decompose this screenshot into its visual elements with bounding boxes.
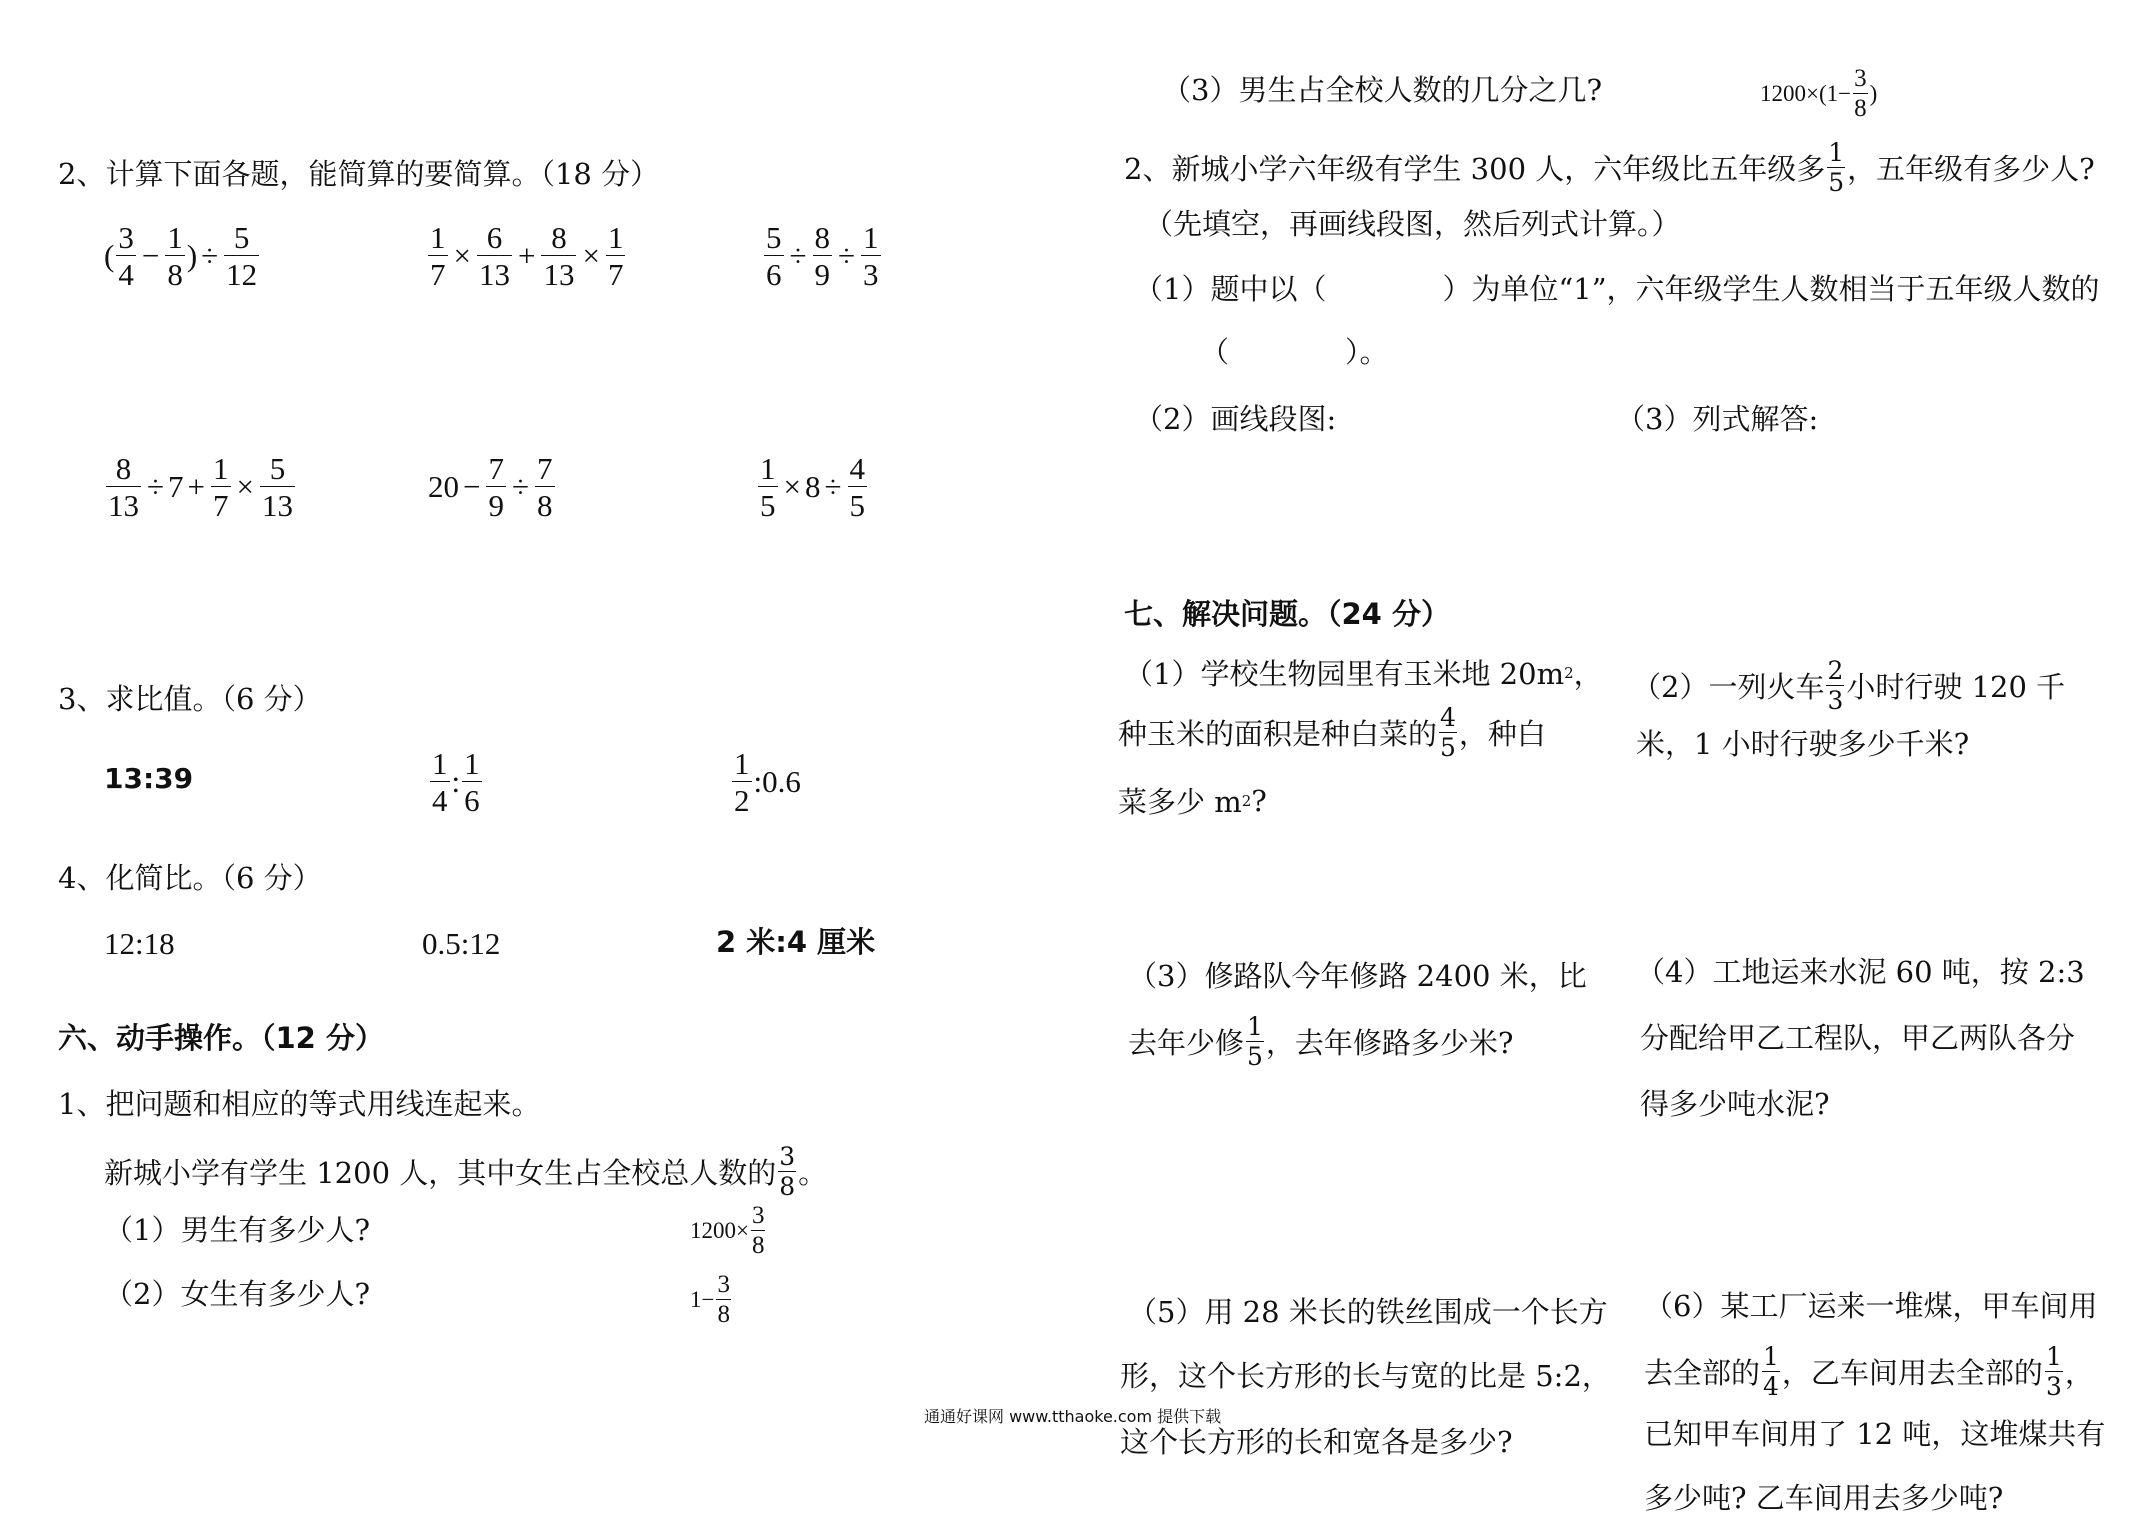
s6-q2-fill1: （1）题中以（ ）为单位“1”，六年级学生人数相当于五年级人数的 — [1134, 272, 2100, 306]
s6-sub2-expr — [690, 1272, 733, 1327]
text: 菜多少 m — [1118, 785, 1242, 819]
s6-sub3-expr — [1760, 66, 1877, 121]
s6-sub3: （3）男生占全校人数的几分之几? — [1162, 73, 1602, 107]
fraction: $\frac{6}{13}$ — [478, 220, 510, 292]
ratio-tail: :0.6 — [753, 764, 801, 799]
superscript: 2 — [1241, 791, 1252, 810]
fraction: $\frac{1}{7}$ — [430, 220, 446, 292]
fraction: $\frac{1}{5}$ — [760, 451, 776, 523]
superscript: 2 — [1564, 663, 1574, 682]
p5-line3: 这个长方形的长和宽各是多少? — [1120, 1425, 1513, 1459]
operator: ÷ — [201, 238, 219, 273]
p4-line2: 分配给甲乙工程队，甲乙两队各分 — [1640, 1021, 2076, 1055]
calc-problem-6 — [756, 453, 869, 521]
text: ，去年修路多少米? — [1265, 1026, 1514, 1060]
simplify-item-3: 2 米:4 厘米 — [716, 925, 876, 959]
fraction: $\frac{1}{2}$ — [734, 746, 750, 818]
operator: + — [187, 469, 205, 504]
fraction: $\frac{8}{9}$ — [814, 220, 831, 292]
fraction: $\frac{1}{4}$ — [1763, 1342, 1779, 1401]
stem-end: 。 — [798, 1156, 828, 1190]
fraction: $\frac{4}{5}$ — [1440, 703, 1456, 762]
operator: − — [463, 469, 481, 504]
number: 1200×(1− — [1760, 80, 1852, 106]
q2-title: 2、计算下面各题，能简算的要简算。（18 分） — [58, 157, 660, 191]
s6-stem — [104, 1144, 827, 1199]
p1-line3 — [1118, 780, 1267, 821]
q4-title: 4、化简比。（6 分） — [58, 861, 322, 895]
text: ? — [1251, 783, 1267, 818]
simplify-item-2: 0.5:12 — [422, 926, 501, 961]
number: 20 — [428, 469, 459, 504]
p2-line2: 米，1 小时行驶多少千米? — [1636, 727, 1970, 761]
p2-line1 — [1632, 658, 2065, 713]
text: ， — [2064, 1356, 2094, 1390]
fraction: $\frac{1}{6}$ — [464, 746, 480, 818]
text: ， — [1573, 657, 1603, 691]
fraction: $\frac{1}{5}$ — [1828, 138, 1845, 197]
fraction: $\frac{1}{3}$ — [2045, 1342, 2062, 1401]
fraction: $\frac{5}{12}$ — [226, 220, 258, 292]
fraction: $\frac{1}{3}$ — [863, 220, 879, 292]
operator: ÷ — [824, 469, 842, 504]
fraction: $\frac{1}{5}$ — [1247, 1012, 1263, 1071]
fraction: $\frac{3}{8}$ — [751, 1202, 765, 1259]
calc-problem-3 — [762, 222, 883, 290]
p1-line2 — [1118, 705, 1546, 760]
text: 去年少修 — [1128, 1026, 1245, 1060]
number: 8 — [804, 469, 821, 504]
p5-line2: 形，这个长方形的长与宽的比是 5:2， — [1120, 1359, 1611, 1393]
fraction: $\frac{5}{6}$ — [766, 220, 782, 292]
number: 7 — [168, 469, 184, 504]
fraction: $\frac{1}{7}$ — [607, 220, 624, 292]
s6-sub1-expr — [690, 1203, 767, 1258]
p6-line4: 多少吨? 乙车间用去多少吨? — [1644, 1481, 2004, 1515]
p5-line1: （5）用 28 米长的铁丝围成一个长方 — [1128, 1295, 1608, 1329]
operator: ÷ — [511, 469, 529, 504]
text: ，种白 — [1458, 717, 1546, 751]
operator: − — [141, 238, 160, 273]
text: ，乙车间用去全部的 — [1781, 1356, 2043, 1390]
ratio-item-2 — [428, 748, 484, 816]
fraction: $\frac{7}{9}$ — [488, 451, 504, 523]
fraction: $\frac{1}{4}$ — [432, 746, 448, 818]
fraction: $\frac{3}{8}$ — [779, 1142, 796, 1201]
fraction: $\frac{3}{8}$ — [717, 1271, 730, 1328]
text: 去全部的 — [1644, 1356, 1761, 1390]
text: 小时行驶 120 千 — [1846, 670, 2066, 704]
p6-line3: 已知甲车间用了 12 吨，这堆煤共有 — [1644, 1417, 2106, 1451]
s6-q2-stem — [1124, 140, 2095, 195]
fraction: $\frac{3}{4}$ — [118, 220, 134, 292]
paren-open: ( — [104, 238, 115, 273]
fraction: $\frac{5}{13}$ — [261, 451, 293, 523]
calc-problem-2 — [426, 222, 627, 290]
simplify-item-1: 12:18 — [104, 926, 175, 961]
p1-line1 — [1124, 652, 1603, 693]
section-7-title: 七、解决问题。（24 分） — [1124, 597, 1450, 631]
s6-sub1: （1）男生有多少人? — [104, 1213, 370, 1247]
p3-line1: （3）修路队今年修路 2400 米，比 — [1128, 959, 1587, 993]
number: 1200× — [690, 1217, 749, 1243]
stem-text: 新城小学有学生 1200 人，其中女生占全校总人数的 — [104, 1156, 777, 1190]
stem-end: ，五年级有多少人? — [1847, 152, 2095, 186]
fraction: $\frac{7}{8}$ — [537, 451, 553, 523]
number: 1− — [690, 1286, 715, 1312]
paren-close: ) — [186, 238, 198, 273]
s6-q2-note: （先填空，再画线段图，然后列式计算。） — [1144, 207, 1681, 241]
fraction: $\frac{3}{8}$ — [1854, 65, 1867, 122]
paren-close: ) — [1869, 80, 1878, 106]
stem-text: 2、新城小学六年级有学生 300 人，六年级比五年级多 — [1124, 152, 1826, 186]
fraction: $\frac{1}{7}$ — [213, 451, 229, 523]
operator: + — [517, 238, 536, 273]
operator: ÷ — [838, 238, 856, 273]
calc-problem-1 — [104, 222, 261, 290]
text: （2）一列火车 — [1632, 670, 1825, 704]
operator: × — [582, 238, 600, 273]
operator: × — [783, 469, 801, 504]
s6-sub2: （2）女生有多少人? — [104, 1277, 370, 1311]
fraction: $\frac{8}{13}$ — [543, 220, 575, 292]
operator: × — [236, 469, 254, 504]
s6-q2-fill2: （ ）。 — [1200, 335, 1389, 369]
operator: ÷ — [147, 469, 165, 504]
p6-line2 — [1644, 1344, 2094, 1399]
p3-line2 — [1128, 1014, 1513, 1069]
text: 种玉米的面积是种白菜的 — [1118, 717, 1438, 751]
section-6-title: 六、动手操作。（12 分） — [58, 1021, 384, 1055]
s6-q2-solve: （3）列式解答: — [1616, 402, 1819, 436]
q3-title: 3、求比值。（6 分） — [58, 682, 322, 716]
ratio-item-1: 13:39 — [104, 762, 194, 795]
calc-problem-4 — [104, 453, 297, 521]
fraction: $\frac{8}{13}$ — [108, 451, 139, 523]
s6-q2-draw: （2）画线段图: — [1134, 402, 1337, 436]
s6-q1-title: 1、把问题和相应的等式用线连起来。 — [58, 1087, 541, 1121]
ratio-item-3 — [730, 748, 801, 816]
calc-problem-5 — [428, 453, 557, 521]
fraction: $\frac{4}{5}$ — [849, 451, 865, 523]
operator: × — [453, 238, 471, 273]
p4-line1: （4）工地运来水泥 60 吨，按 2:3 — [1636, 955, 2085, 989]
footer-watermark: 通通好课网 www.tthaoke.com 提供下载 — [924, 1407, 1222, 1426]
operator: ÷ — [789, 238, 807, 273]
text: （1）学校生物园里有玉米地 20m — [1124, 657, 1565, 691]
fraction: $\frac{1}{8}$ — [167, 220, 183, 292]
ratio-colon: : — [451, 764, 461, 799]
p6-line1: （6）某工厂运来一堆煤，甲车间用 — [1644, 1289, 2098, 1323]
fraction: $\frac{2}{3}$ — [1827, 656, 1844, 715]
p4-line3: 得多少吨水泥? — [1640, 1087, 1830, 1121]
